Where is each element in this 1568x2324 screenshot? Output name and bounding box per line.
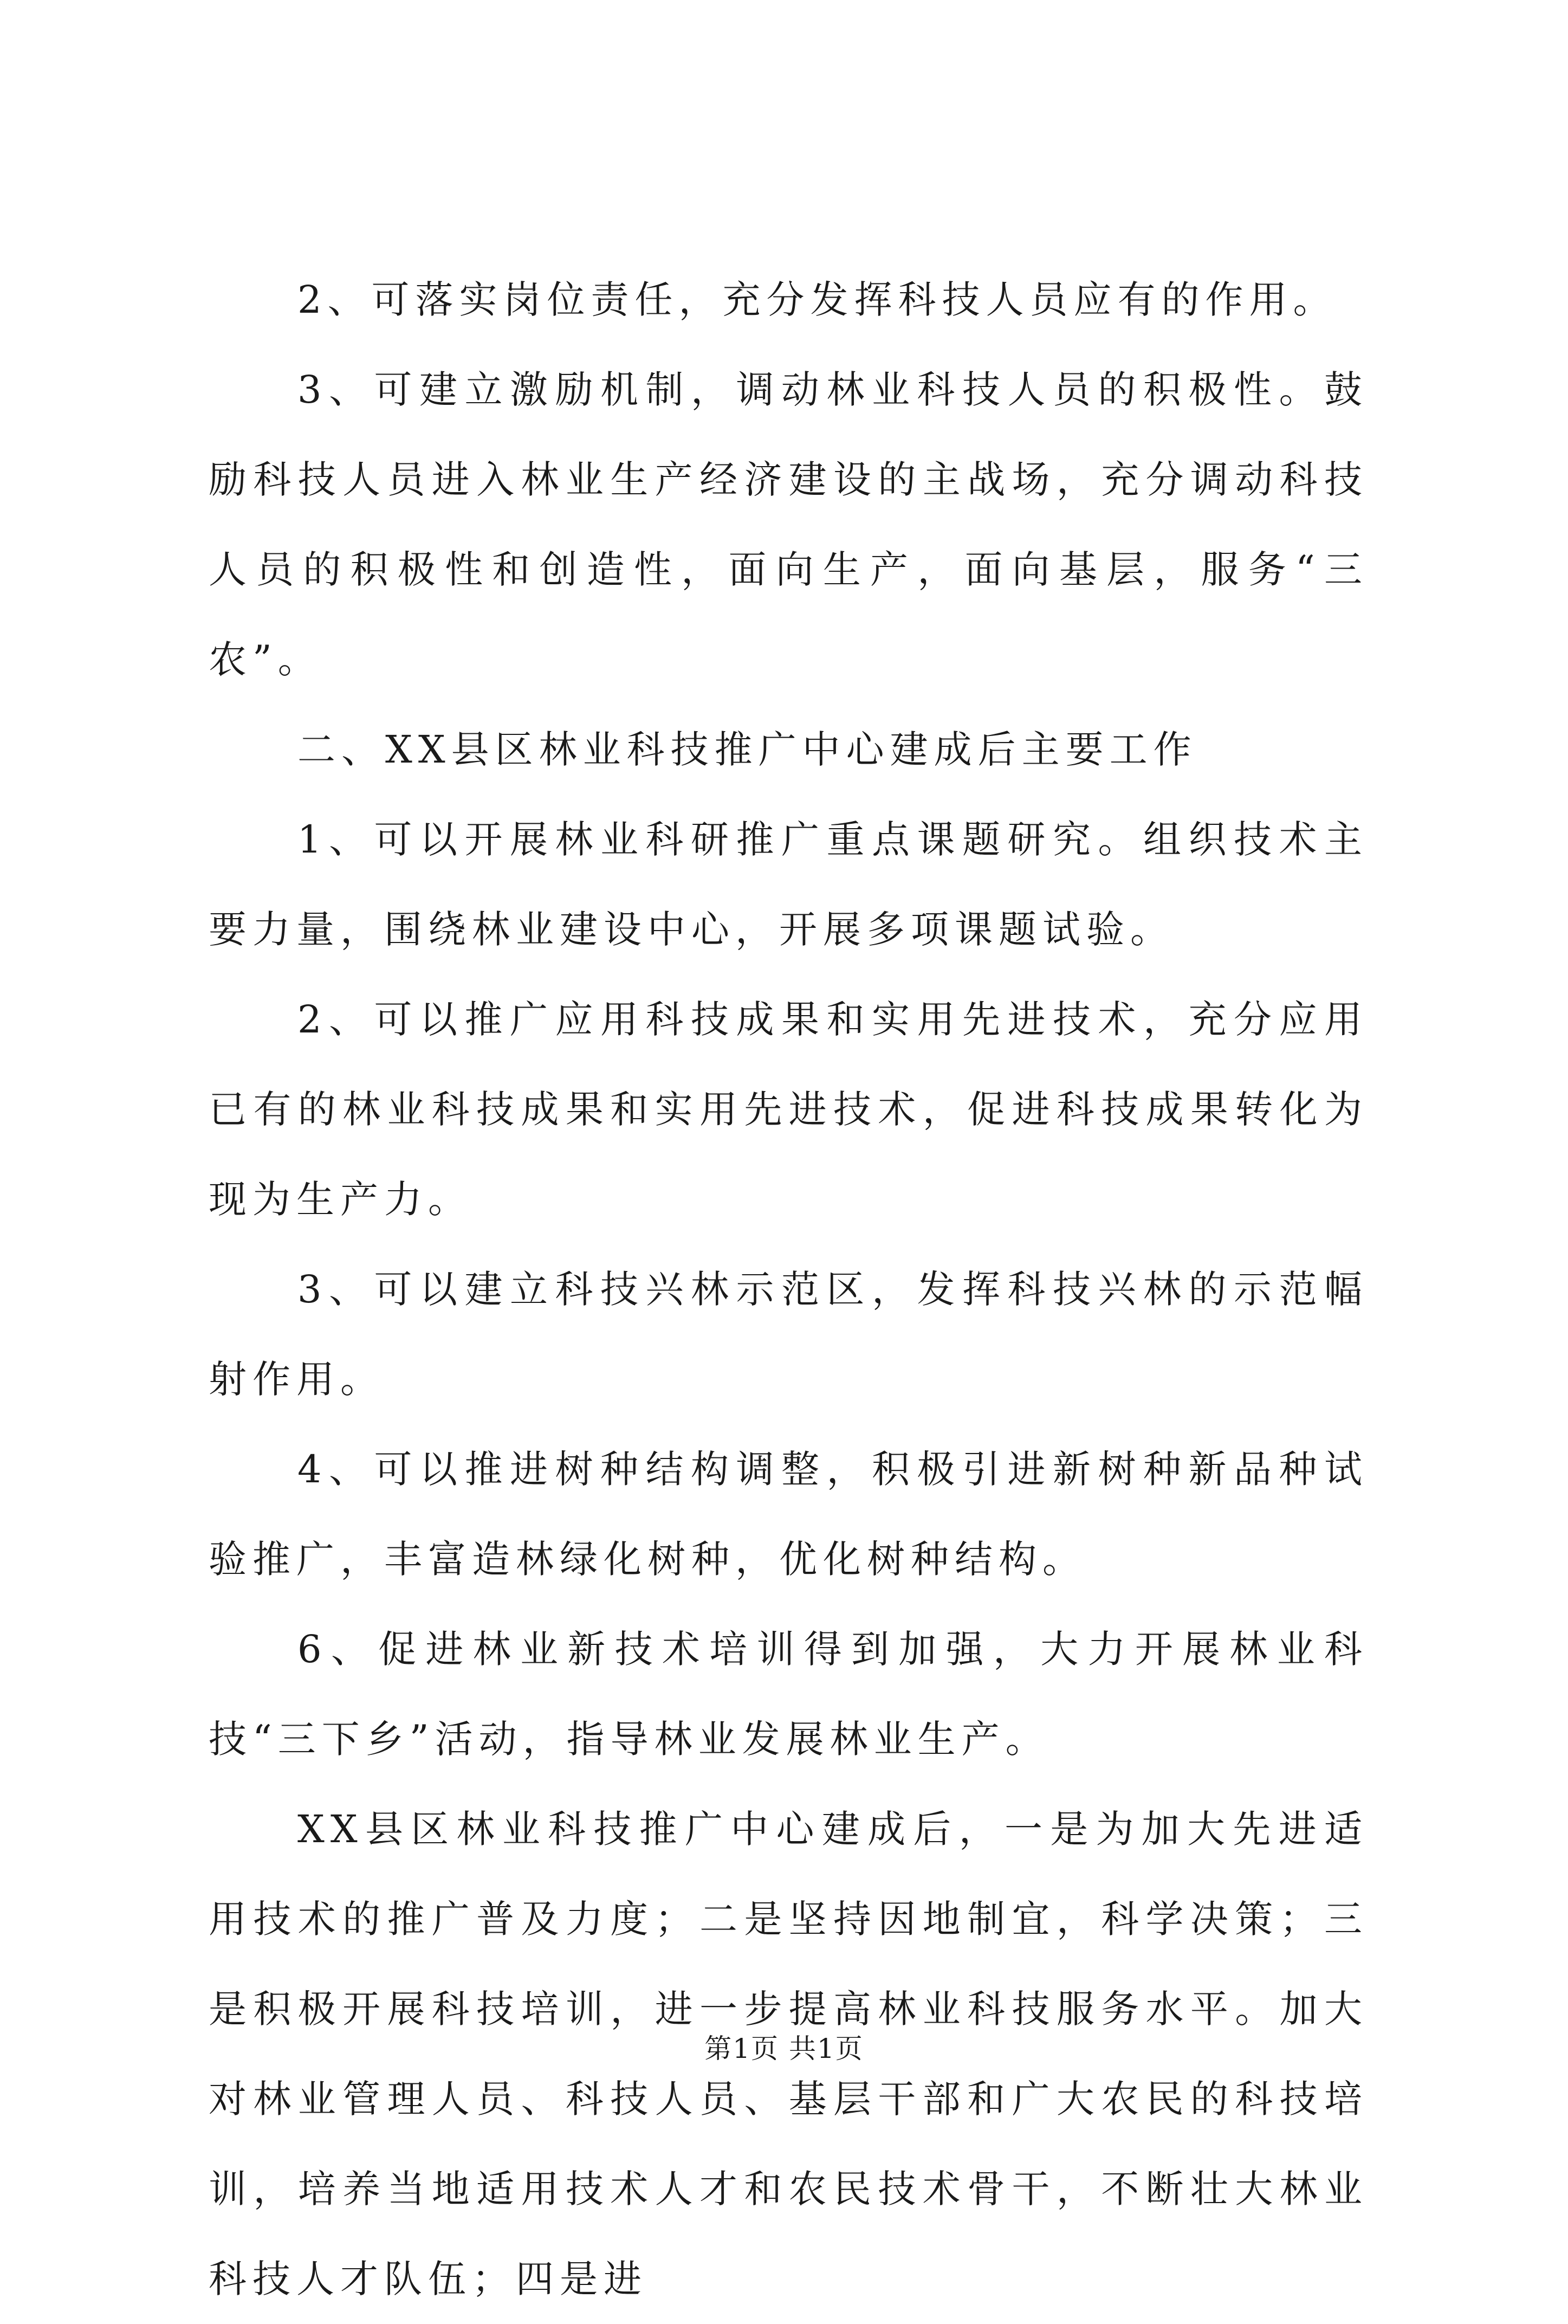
paragraph-2: 3、可建立激励机制，调动林业科技人员的积极性。鼓励科技人员进入林业生产经济建设的主战场，充分调动科技人员的积极性和创造性，面向生产，面向基层，服务“三农”。	[209, 367, 1368, 682]
paragraph-3: 1、可以开展林业科研推广重点课题研究。组织技术主要力量，围绕林业建设中心，开展多项课题试验。	[209, 817, 1368, 952]
paragraph-5: 3、可以建立科技兴林示范区，发挥科技兴林的示范幅射作用。	[209, 1267, 1368, 1402]
paragraph-4: 2、可以推广应用科技成果和实用先进技术，充分应用已有的林业科技成果和实用先进技术，促进科技成果转化为现为生产力。	[209, 997, 1368, 1222]
paragraph-1: 2、可落实岗位责任，充分发挥科技人员应有的作用。	[297, 277, 1337, 322]
paragraph-7: 6、促进林业新技术培训得到加强，大力开展林业科技“三下乡”活动，指导林业发展林业生产。	[209, 1627, 1368, 1761]
page-footer	[0, 2030, 1568, 2068]
page-number-label: 第1页 共1页	[704, 2033, 864, 2064]
paragraph-6: 4、可以推进树种结构调整，积极引进新树种新品种试验推广，丰富造林绿化树种，优化树种结构。	[209, 1447, 1368, 1581]
section-heading: 二、XX县区林业科技推广中心建成后主要工作	[297, 727, 1197, 772]
paragraph-8: XX县区林业科技推广中心建成后，一是为加大先进适用技术的推广普及力度；二是坚持因地制宜，科学决策；三是积极开展科技培训，进一步提高林业科技服务水平。加大对林业管理人员、科技人员、基层干部和广大农民的科技培训，培养当地适用技术人才和农民技术骨干，不断壮大林业科技人才队伍；四是进	[209, 1807, 1368, 2301]
document-body	[209, 255, 1368, 2324]
